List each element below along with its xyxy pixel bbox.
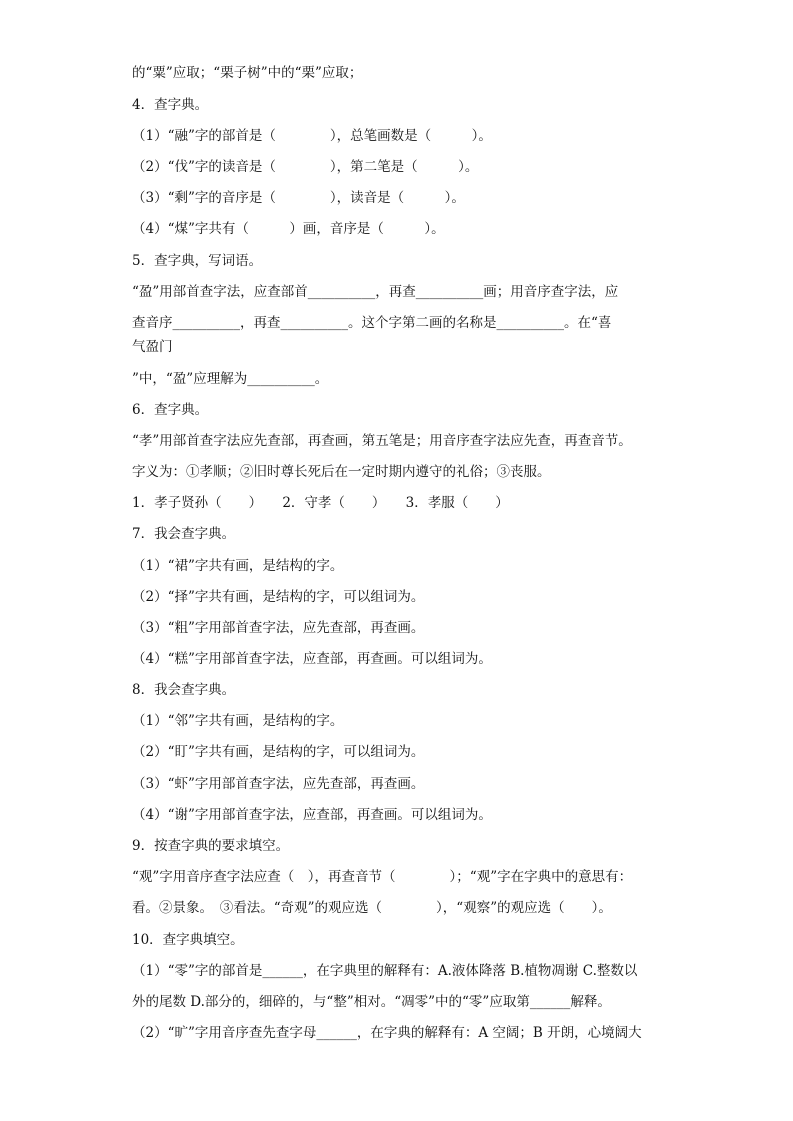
q10-item-2: （2）“旷”字用音序查先查字母______，在字典的解释有：A 空阔；B 开朗，心境阔大 bbox=[132, 1025, 642, 1041]
text-line-q3-continuation: 的“粟”应取；“栗子树”中的“栗”应取； bbox=[132, 65, 363, 81]
heading-q4: 4．查字典。 bbox=[132, 97, 209, 113]
q4-item-1: （1）“融”字的部首是（ ），总笔画数是（ ）。 bbox=[132, 128, 492, 144]
q4-item-3: （3）“剩”字的音序是（ ），读音是（ ）。 bbox=[132, 190, 465, 206]
heading-q9: 9．按查字典的要求填空。 bbox=[132, 838, 290, 854]
q10-item-1-cont: 外的尾数 D.部分的，细碎的，与“整”相对。“凋零”中的“零”应取第______解释。 bbox=[132, 994, 611, 1010]
heading-q8: 8．我会查字典。 bbox=[132, 682, 236, 698]
q7-item-2: （2）“择”字共有画，是结构的字，可以组词为。 bbox=[132, 589, 425, 605]
q5-text-3: 气盈门 bbox=[132, 339, 173, 355]
heading-q10: 10．查字典填空。 bbox=[132, 932, 244, 948]
q9-text-2: 看。②景象。 ③看法。“奇观”的观应选（ ），“观察”的观应选（ ）。 bbox=[132, 900, 612, 916]
q6-text-1: “孝”用部首查字法应先查部，再查画，第五笔是；用音序查字法应先查，再查音节。 bbox=[132, 433, 632, 449]
q4-item-2: （2）“伐”字的读音是（ ），第二笔是（ ）。 bbox=[132, 159, 479, 175]
q8-item-4: （4）“谢”字用部首查字法，应查部，再查画。可以组词为。 bbox=[132, 807, 492, 823]
q6-definitions: 字义为：①孝顺；②旧时尊长死后在一定时期内遵守的礼俗；③丧服。 bbox=[132, 464, 551, 480]
q5-text-4: ”中，“盈”应理解为__________。 bbox=[132, 371, 329, 387]
heading-q5: 5．查字典，写词语。 bbox=[132, 253, 263, 269]
q8-item-1: （1）“邻”字共有画，是结构的字。 bbox=[132, 713, 344, 729]
q5-text-1: “盈”用部首查字法，应查部首__________，再查__________画；用音序查字法，应 bbox=[132, 284, 619, 300]
q8-item-2: （2）“盯”字共有画，是结构的字，可以组词为。 bbox=[132, 744, 425, 760]
q7-item-3: （3）“粗”字用部首查字法，应先查部，再查画。 bbox=[132, 620, 425, 636]
q10-item-1: （1）“零”字的部首是______，在字典里的解释有：A.液体降落 B.植物凋谢 C.整数以 bbox=[132, 963, 638, 979]
q8-item-3: （3）“虾”字用部首查字法，应先查部，再查画。 bbox=[132, 776, 425, 792]
heading-q6: 6．查字典。 bbox=[132, 402, 209, 418]
q6-items: 1．孝子贤孙（ ） 2．守孝（ ） 3．孝服（ ） bbox=[132, 495, 509, 511]
q4-item-4: （4）“煤”字共有（ ）画，音序是（ ）。 bbox=[132, 221, 445, 237]
heading-q7: 7．我会查字典。 bbox=[132, 526, 236, 542]
q7-item-4: （4）“糕”字用部首查字法，应查部，再查画。可以组词为。 bbox=[132, 651, 492, 667]
q9-text-1: “观”字用音序查字法应查（ ），再查音节（ ）；“观”字在字典中的意思有： bbox=[132, 869, 633, 885]
q7-item-1: （1）“裙”字共有画，是结构的字。 bbox=[132, 558, 344, 574]
q5-text-2: 查音序__________，再查__________。这个字第二画的名称是__________。在“喜 bbox=[132, 315, 612, 331]
